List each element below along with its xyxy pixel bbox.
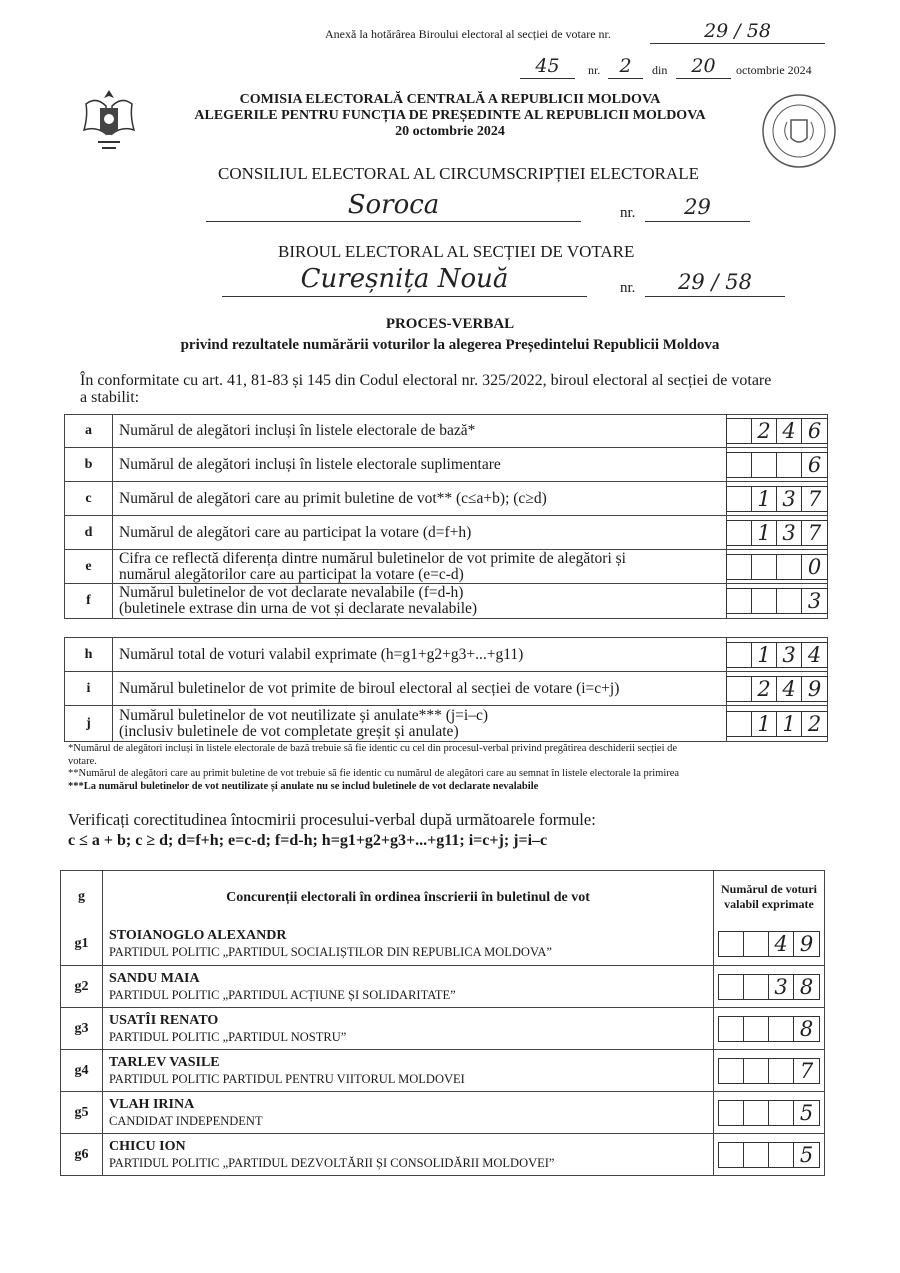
digit-cell: 3	[807, 589, 822, 613]
din-label: din	[652, 63, 668, 77]
row-description	[113, 672, 727, 705]
candidate-row-g1	[61, 923, 824, 965]
header-line2: ALEGERILE PENTRU FUNCȚIA DE PREȘEDINTE AL REPUBLICII MOLDOVA	[194, 108, 706, 123]
digit-cell: 9	[807, 676, 822, 701]
candidate-code: g5	[61, 1092, 103, 1133]
candidate-votes	[714, 1008, 824, 1049]
digit-cell	[769, 1059, 794, 1083]
digit-cell: 4	[807, 642, 822, 667]
council-nr-hand: 29	[645, 195, 750, 222]
candidate-code: g3	[61, 1008, 103, 1049]
result-row-h	[64, 637, 828, 672]
decision-number-hand: 45	[520, 55, 575, 79]
digit-cell	[744, 1017, 769, 1041]
candidate-name: CHICU ION	[109, 1138, 186, 1154]
digit-cell	[727, 712, 752, 736]
verify-formulas: c ≤ a + b; c ≥ d; d=f+h; e=c-d; f=d-h; h=g1+g2+g3+...+g11; i=c+j; j=i–c	[68, 832, 548, 849]
candidate-name: SANDU MAIA	[109, 970, 200, 986]
council-name-hand: Soroca	[206, 190, 581, 222]
digit-cell	[727, 453, 752, 477]
digit-cell: 3	[769, 975, 794, 999]
row-value	[727, 516, 827, 549]
row-value	[727, 415, 827, 447]
candidate-info	[103, 1134, 714, 1175]
candidate-code: g4	[61, 1050, 103, 1091]
bureau-name-hand: Cureșnița Nouă	[222, 264, 587, 297]
council-title: CONSILIUL ELECTORAL AL CIRCUMSCRIPȚIEI ELECTORALE	[218, 164, 700, 183]
digit-cell	[719, 1143, 744, 1167]
row-text: Cifra ce reflectă diferența dintre numărul buletinelor de vot primite de alegători și	[119, 549, 626, 567]
digit-cell: 6	[807, 419, 822, 443]
digit-box	[726, 520, 828, 546]
digit-cell: 4	[777, 677, 802, 701]
row-code: c	[65, 482, 113, 515]
row-code: i	[65, 672, 113, 705]
digit-cell	[727, 555, 752, 579]
digit-cell	[777, 453, 802, 477]
row-value	[727, 638, 827, 671]
digit-box	[718, 1058, 820, 1084]
digit-box	[718, 1016, 820, 1042]
digit-box	[726, 418, 828, 444]
digit-cell: 3	[777, 643, 802, 667]
note-1: *Numărul de alegători incluși în listele electorale de bază trebuie să fie identic cu cel din procesul-verbal privind pregătirea deschiderii secției de	[68, 743, 678, 754]
row-text: Numărul de alegători incluși în listele electorale de bază*	[119, 422, 476, 439]
verify-line1: Verificați corectitudinea întocmirii procesului-verbal după următoarele formule:	[68, 810, 596, 829]
digit-cell	[719, 975, 744, 999]
document-subtitle: privind rezultatele numărării voturilor la alegerea Președintelui Republicii Moldova	[180, 337, 720, 353]
candidate-info	[103, 1050, 714, 1091]
digit-cell	[719, 1101, 744, 1125]
digit-cell: 8	[799, 974, 814, 999]
digit-cell	[744, 932, 769, 956]
annex-text: Anexă la hotărârea Biroului electoral al secției de votare nr.	[325, 27, 611, 41]
candidate-row-g5	[61, 1091, 824, 1133]
candidate-info	[103, 1008, 714, 1049]
row-text: Numărul buletinelor de vot declarate nevalabile (f=d-h)	[119, 584, 464, 601]
digit-cell: 5	[799, 1100, 814, 1125]
digit-cell	[727, 643, 752, 667]
digit-box	[718, 974, 820, 1000]
digit-cell: 5	[799, 1142, 814, 1167]
candidate-code: g2	[61, 966, 103, 1007]
candidate-name: STOIANOGLO ALEXANDR	[109, 928, 287, 943]
digit-cell: 1	[777, 712, 802, 736]
candidate-party: PARTIDUL POLITIC „PARTIDUL ACȚIUNE ȘI SOLIDARITATE”	[109, 987, 456, 1002]
digit-cell: 4	[769, 932, 794, 956]
digit-cell	[752, 589, 777, 613]
digit-cell: 2	[752, 677, 777, 701]
candidate-info	[103, 966, 714, 1007]
digit-box	[726, 642, 828, 668]
digit-box	[726, 676, 828, 702]
digit-cell	[769, 1017, 794, 1041]
digit-cell: 7	[807, 486, 822, 511]
digit-cell	[752, 453, 777, 477]
digit-cell	[744, 975, 769, 999]
row-description	[113, 550, 727, 583]
row-description	[113, 448, 727, 481]
row-text-secondary: (inclusiv buletinele de vot completate greșit și anulate)	[119, 722, 459, 740]
row-code: f	[65, 584, 113, 618]
digit-cell	[744, 1101, 769, 1125]
candidate-party: PARTIDUL POLITIC „PARTIDUL NOSTRU”	[109, 1029, 347, 1044]
document-title: PROCES-VERBAL	[385, 316, 515, 332]
candidate-row-g2	[61, 965, 824, 1007]
digit-cell: 1	[752, 712, 777, 736]
row-code: j	[65, 706, 113, 741]
candidate-votes	[714, 1134, 824, 1175]
digit-box	[718, 931, 820, 957]
digit-cell	[727, 677, 752, 701]
digit-cell: 3	[777, 487, 802, 511]
row-value	[727, 584, 827, 618]
candidate-row-g4	[61, 1049, 824, 1091]
row-code: d	[65, 516, 113, 549]
candidate-code: g6	[61, 1134, 103, 1175]
decision-day-hand: 20	[676, 55, 731, 79]
row-description	[113, 638, 727, 671]
result-row-f	[64, 583, 828, 619]
bureau-title: BIROUL ELECTORAL AL SECȚIEI DE VOTARE	[278, 242, 635, 261]
digit-cell	[769, 1101, 794, 1125]
digit-cell	[744, 1059, 769, 1083]
digit-cell	[769, 1143, 794, 1167]
row-value	[727, 550, 827, 583]
digit-box	[718, 1142, 820, 1168]
note-1-cont: votare.	[68, 755, 97, 767]
candidate-party: PARTIDUL POLITIC „PARTIDUL DEZVOLTĂRII ȘI CONSOLIDĂRII MOLDOVEI”	[109, 1155, 555, 1170]
bureau-nr-label: nr.	[620, 280, 636, 296]
row-description	[113, 482, 727, 515]
digit-cell	[727, 589, 752, 613]
candidate-code: g1	[61, 923, 103, 965]
candidate-name: TARLEV VASILE	[109, 1054, 220, 1070]
result-row-d	[64, 515, 828, 550]
candidates-table	[60, 870, 825, 1176]
row-value	[727, 482, 827, 515]
digit-cell: 7	[807, 520, 822, 545]
header-line1: COMISIA ELECTORALĂ CENTRALĂ A REPUBLICII MOLDOVA	[239, 92, 661, 107]
digit-cell: 2	[807, 711, 822, 736]
note-3: ***La numărul buletinelor de vot neutilizate și anulate nu se includ buletinele de vot declarate nevalabile	[68, 780, 539, 792]
row-description	[113, 516, 727, 549]
row-text: Numărul de alegători incluși în listele electorale suplimentare	[119, 455, 501, 473]
row-text: Numărul buletinelor de vot primite de biroul electoral al secției de votare (i=c+j)	[119, 679, 620, 697]
candidate-party: CANDIDAT INDEPENDENT	[109, 1113, 263, 1128]
candidate-votes	[714, 1092, 824, 1133]
candidate-row-g6	[61, 1133, 824, 1175]
note-2: **Numărul de alegători care au primit buletine de vot trebuie să fie identic cu numărul de alegători care au semnat în listele electorale la primirea	[68, 768, 680, 779]
digit-cell	[719, 932, 744, 956]
candidates-header-code: g	[61, 871, 103, 923]
digit-cell	[777, 589, 802, 613]
digit-box	[718, 1100, 820, 1126]
digit-cell: 1	[752, 521, 777, 545]
row-text-secondary: (buletinele extrase din urna de vot și declarate nevalabile)	[119, 600, 478, 617]
digit-cell: 8	[799, 1016, 814, 1041]
digit-cell: 1	[752, 487, 777, 511]
row-value	[727, 672, 827, 705]
row-value	[727, 448, 827, 481]
intro-line1: În conformitate cu art. 41, 81-83 și 145 din Codul electoral nr. 325/2022, biroul electoral al secției de votare	[80, 372, 772, 389]
digit-cell	[752, 555, 777, 579]
candidate-row-g3	[61, 1007, 824, 1049]
candidate-votes	[714, 923, 824, 965]
digit-cell	[727, 487, 752, 511]
digit-box	[726, 452, 828, 478]
result-row-e	[64, 549, 828, 584]
council-nr-label: nr.	[620, 205, 636, 221]
candidate-name: VLAH IRINA	[109, 1096, 195, 1112]
digit-cell: 1	[752, 643, 777, 667]
candidate-party: PARTIDUL POLITIC PARTIDUL PENTRU VIITORUL MOLDOVEI	[109, 1071, 465, 1086]
row-code: h	[65, 638, 113, 671]
candidates-header-votes: Numărul de voturi valabil exprimate	[721, 882, 817, 911]
row-value	[727, 706, 827, 741]
decision-nr-hand: 2	[608, 55, 643, 79]
candidate-votes	[714, 966, 824, 1007]
digit-cell: 4	[777, 419, 802, 443]
digit-cell: 3	[777, 521, 802, 545]
row-description	[113, 415, 727, 447]
candidate-votes	[714, 1050, 824, 1091]
header-date: 20 octombrie 2024	[395, 124, 505, 139]
digit-cell	[727, 419, 752, 443]
row-text-secondary: numărul alegătorilor care au participat la votare (e=c-d)	[119, 565, 464, 583]
result-row-i	[64, 671, 828, 706]
digit-box	[726, 711, 828, 737]
row-text: Numărul de alegători care au participat la votare (d=f+h)	[119, 523, 472, 541]
digit-cell	[727, 521, 752, 545]
candidate-name: USATÎI RENATO	[109, 1012, 219, 1028]
digit-cell	[719, 1059, 744, 1083]
result-row-b	[64, 447, 828, 482]
intro-line2: a stabilit:	[80, 389, 140, 406]
bureau-nr-hand: 29 / 58	[645, 270, 785, 297]
digit-box	[726, 554, 828, 580]
digit-cell: 0	[807, 554, 822, 579]
digit-cell: 7	[799, 1058, 814, 1083]
digit-cell	[777, 555, 802, 579]
candidate-info	[103, 1092, 714, 1133]
row-text: Numărul buletinelor de vot neutilizate și anulate*** (j=i–c)	[119, 706, 489, 724]
row-code: b	[65, 448, 113, 481]
digit-cell: 6	[807, 452, 822, 477]
digit-box	[726, 486, 828, 512]
annex-number: 29 / 58	[650, 20, 825, 44]
row-code: a	[65, 415, 113, 447]
row-text: Numărul total de voturi valabil exprimate (h=g1+g2+g3+...+g11)	[119, 645, 524, 663]
digit-cell	[719, 1017, 744, 1041]
candidates-header-name: Concurenții electorali în ordinea înscrierii în buletinul de vot	[103, 871, 714, 923]
result-row-j	[64, 705, 828, 742]
digit-box	[726, 588, 828, 614]
decision-nr-label: nr.	[588, 63, 601, 77]
coat-of-arms-icon	[78, 86, 140, 156]
official-seal-icon	[760, 92, 838, 170]
row-text: Numărul de alegători care au primit buletine de vot** (c≤a+b); (c≥d)	[119, 489, 547, 507]
digit-cell	[744, 1143, 769, 1167]
digit-cell: 2	[752, 419, 777, 443]
decision-month-year: octombrie 2024	[736, 63, 812, 77]
result-row-c	[64, 481, 828, 516]
result-row-a	[64, 414, 828, 448]
digit-cell: 9	[799, 932, 814, 956]
candidate-info	[103, 923, 714, 965]
row-code: e	[65, 550, 113, 583]
row-description	[113, 706, 727, 741]
candidate-party: PARTIDUL POLITIC „PARTIDUL SOCIALIȘTILOR DIN REPUBLICA MOLDOVA”	[109, 945, 552, 959]
row-description	[113, 584, 727, 618]
candidates-header-row	[61, 871, 824, 923]
